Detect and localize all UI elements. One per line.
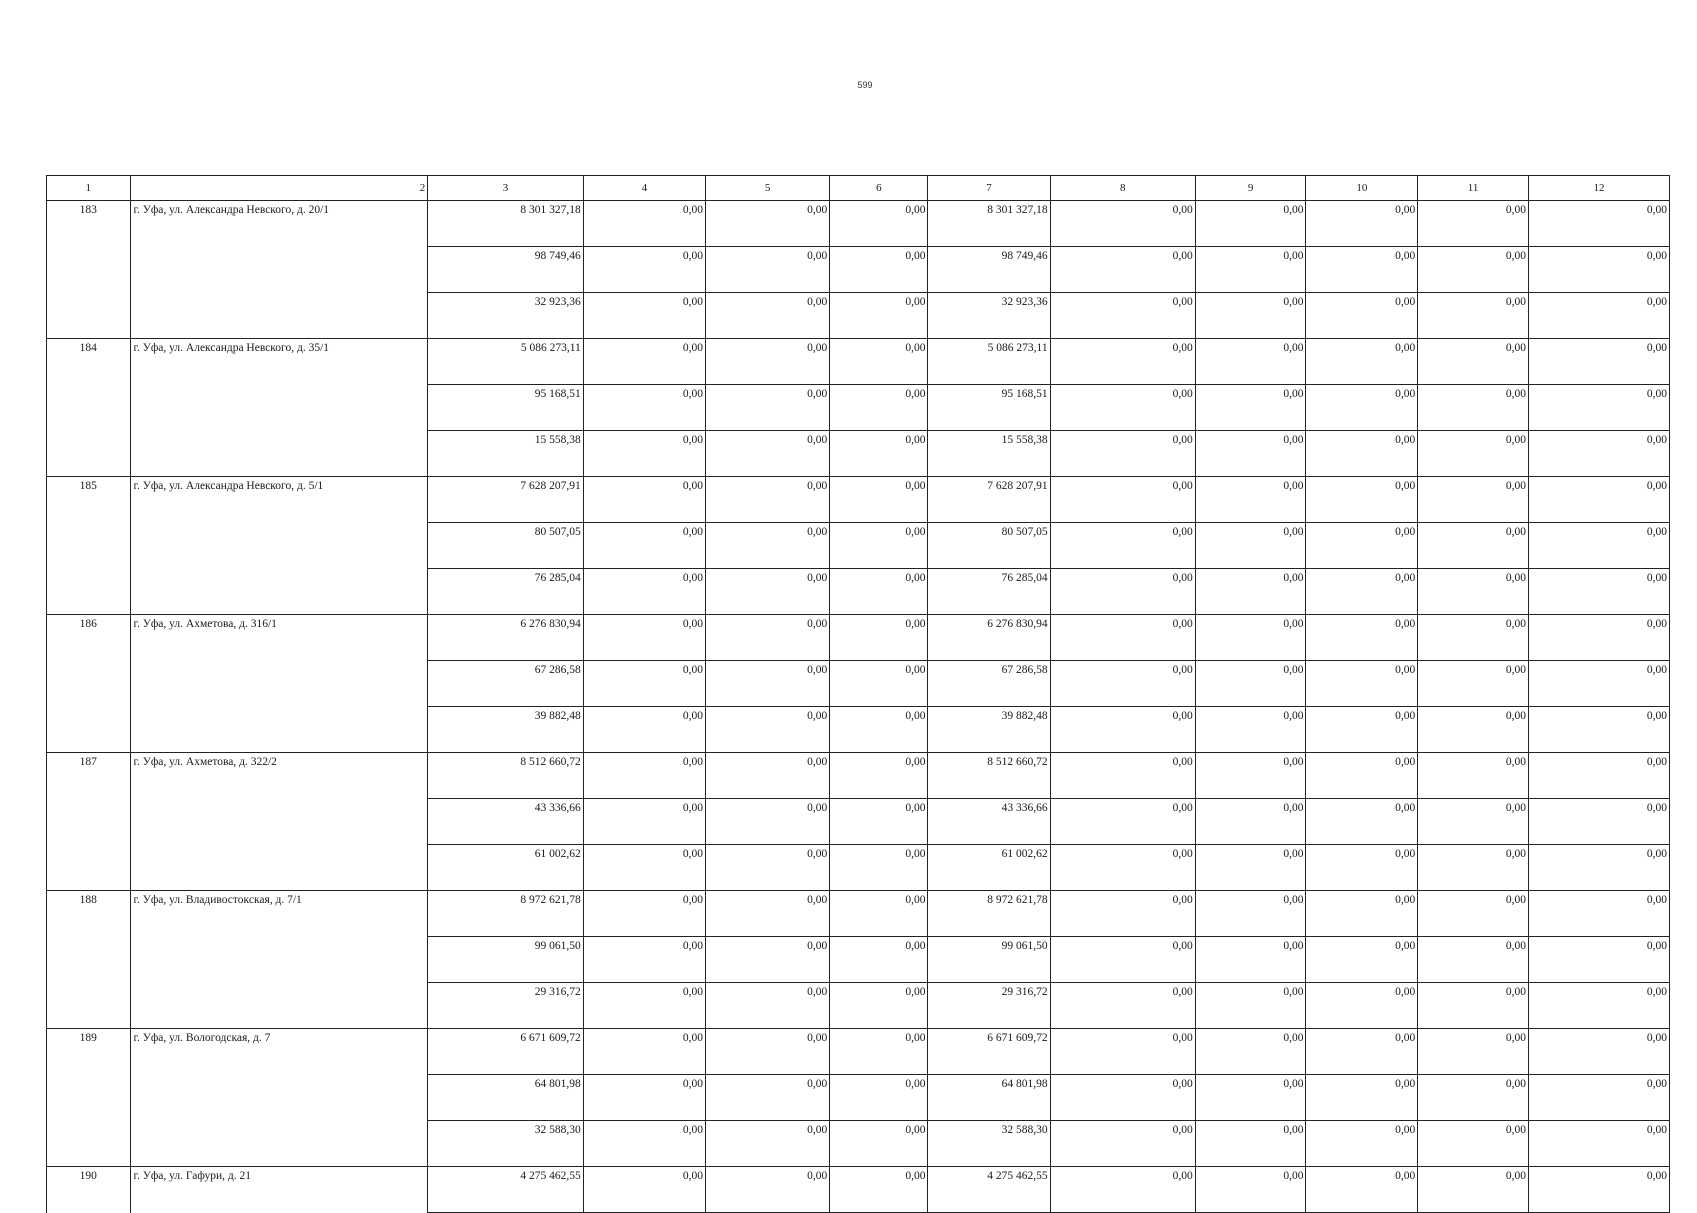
zero-cell: 0,00 — [830, 1075, 928, 1121]
amount-cell: 98 749,46 — [428, 247, 584, 293]
column-header: 2 — [130, 176, 428, 201]
amount-cell: 8 301 327,18 — [428, 201, 584, 247]
column-header: 11 — [1418, 176, 1529, 201]
zero-cell: 0,00 — [1528, 1121, 1669, 1167]
zero-cell: 0,00 — [1195, 1167, 1306, 1213]
zero-cell: 0,00 — [830, 615, 928, 661]
zero-cell: 0,00 — [1195, 661, 1306, 707]
amount-total-cell: 6 671 609,72 — [928, 1029, 1050, 1075]
amount-total-cell: 8 301 327,18 — [928, 201, 1050, 247]
amount-cell: 80 507,05 — [428, 523, 584, 569]
zero-cell: 0,00 — [705, 385, 829, 431]
zero-cell: 0,00 — [1306, 1075, 1418, 1121]
zero-cell: 0,00 — [830, 201, 928, 247]
amount-total-cell: 43 336,66 — [928, 799, 1050, 845]
zero-cell: 0,00 — [583, 201, 705, 247]
zero-cell: 0,00 — [1306, 339, 1418, 385]
amount-cell: 32 588,30 — [428, 1121, 584, 1167]
zero-cell: 0,00 — [705, 753, 829, 799]
zero-cell: 0,00 — [1418, 201, 1529, 247]
amount-total-cell: 95 168,51 — [928, 385, 1050, 431]
table-header — [47, 176, 1670, 201]
zero-cell: 0,00 — [705, 523, 829, 569]
zero-cell: 0,00 — [1306, 385, 1418, 431]
zero-cell: 0,00 — [705, 569, 829, 615]
zero-cell: 0,00 — [1418, 799, 1529, 845]
zero-cell: 0,00 — [1050, 983, 1195, 1029]
zero-cell: 0,00 — [1050, 1167, 1195, 1213]
zero-cell: 0,00 — [830, 937, 928, 983]
zero-cell: 0,00 — [583, 983, 705, 1029]
zero-cell: 0,00 — [1528, 707, 1669, 753]
zero-cell: 0,00 — [583, 1121, 705, 1167]
amount-total-cell: 29 316,72 — [928, 983, 1050, 1029]
zero-cell: 0,00 — [830, 1029, 928, 1075]
table-row — [47, 1167, 1670, 1213]
amount-total-cell: 67 286,58 — [928, 661, 1050, 707]
zero-cell: 0,00 — [830, 1121, 928, 1167]
zero-cell: 0,00 — [1195, 937, 1306, 983]
zero-cell: 0,00 — [583, 845, 705, 891]
zero-cell: 0,00 — [1306, 983, 1418, 1029]
zero-cell: 0,00 — [1195, 477, 1306, 523]
amount-total-cell: 6 276 830,94 — [928, 615, 1050, 661]
zero-cell: 0,00 — [1418, 339, 1529, 385]
address-cell: г. Уфа, ул. Ахметова, д. 322/2 — [130, 753, 428, 891]
zero-cell: 0,00 — [1528, 1167, 1669, 1213]
zero-cell: 0,00 — [1418, 1167, 1529, 1213]
zero-cell: 0,00 — [1195, 799, 1306, 845]
zero-cell: 0,00 — [1528, 385, 1669, 431]
zero-cell: 0,00 — [1418, 1121, 1529, 1167]
amount-cell: 8 512 660,72 — [428, 753, 584, 799]
zero-cell: 0,00 — [583, 385, 705, 431]
zero-cell: 0,00 — [830, 661, 928, 707]
zero-cell: 0,00 — [1306, 799, 1418, 845]
address-cell: г. Уфа, ул. Александра Невского, д. 20/1 — [130, 201, 428, 339]
row-number: 190 — [47, 1167, 131, 1213]
zero-cell: 0,00 — [1528, 523, 1669, 569]
zero-cell: 0,00 — [1528, 1029, 1669, 1075]
address-cell: г. Уфа, ул. Ахметова, д. 316/1 — [130, 615, 428, 753]
zero-cell: 0,00 — [1050, 615, 1195, 661]
amount-total-cell: 80 507,05 — [928, 523, 1050, 569]
column-header: 8 — [1050, 176, 1195, 201]
table-row — [47, 339, 1670, 385]
zero-cell: 0,00 — [1528, 753, 1669, 799]
amount-total-cell: 39 882,48 — [928, 707, 1050, 753]
amount-cell: 32 923,36 — [428, 293, 584, 339]
column-header: 4 — [583, 176, 705, 201]
zero-cell: 0,00 — [705, 1121, 829, 1167]
zero-cell: 0,00 — [1418, 707, 1529, 753]
amount-cell: 76 285,04 — [428, 569, 584, 615]
address-cell: г. Уфа, ул. Александра Невского, д. 35/1 — [130, 339, 428, 477]
zero-cell: 0,00 — [830, 845, 928, 891]
zero-cell: 0,00 — [1418, 615, 1529, 661]
zero-cell: 0,00 — [1528, 247, 1669, 293]
zero-cell: 0,00 — [1050, 1075, 1195, 1121]
row-number: 183 — [47, 201, 131, 339]
zero-cell: 0,00 — [1195, 1075, 1306, 1121]
zero-cell: 0,00 — [705, 1075, 829, 1121]
amount-total-cell: 4 275 462,55 — [928, 1167, 1050, 1213]
zero-cell: 0,00 — [1306, 891, 1418, 937]
zero-cell: 0,00 — [1528, 477, 1669, 523]
zero-cell: 0,00 — [583, 937, 705, 983]
zero-cell: 0,00 — [830, 799, 928, 845]
zero-cell: 0,00 — [583, 523, 705, 569]
amount-total-cell: 64 801,98 — [928, 1075, 1050, 1121]
zero-cell: 0,00 — [1418, 569, 1529, 615]
amount-cell: 64 801,98 — [428, 1075, 584, 1121]
zero-cell: 0,00 — [1418, 661, 1529, 707]
zero-cell: 0,00 — [1528, 891, 1669, 937]
zero-cell: 0,00 — [583, 569, 705, 615]
zero-cell: 0,00 — [1418, 1075, 1529, 1121]
column-header: 7 — [928, 176, 1050, 201]
zero-cell: 0,00 — [1050, 845, 1195, 891]
amount-total-cell: 32 588,30 — [928, 1121, 1050, 1167]
column-header: 3 — [428, 176, 584, 201]
zero-cell: 0,00 — [830, 431, 928, 477]
address-cell: г. Уфа, ул. Владивостокская, д. 7/1 — [130, 891, 428, 1029]
column-header: 6 — [830, 176, 928, 201]
zero-cell: 0,00 — [1195, 293, 1306, 339]
amount-cell: 7 628 207,91 — [428, 477, 584, 523]
zero-cell: 0,00 — [830, 891, 928, 937]
zero-cell: 0,00 — [1528, 1075, 1669, 1121]
column-header: 10 — [1306, 176, 1418, 201]
amount-total-cell: 8 512 660,72 — [928, 753, 1050, 799]
zero-cell: 0,00 — [705, 891, 829, 937]
zero-cell: 0,00 — [830, 707, 928, 753]
zero-cell: 0,00 — [1306, 845, 1418, 891]
zero-cell: 0,00 — [830, 247, 928, 293]
table-body — [47, 201, 1670, 1213]
column-header: 9 — [1195, 176, 1306, 201]
table-row — [47, 753, 1670, 799]
zero-cell: 0,00 — [830, 753, 928, 799]
zero-cell: 0,00 — [1418, 1029, 1529, 1075]
zero-cell: 0,00 — [1195, 983, 1306, 1029]
address-cell: г. Уфа, ул. Вологодская, д. 7 — [130, 1029, 428, 1167]
zero-cell: 0,00 — [1528, 937, 1669, 983]
zero-cell: 0,00 — [1050, 707, 1195, 753]
amount-total-cell: 61 002,62 — [928, 845, 1050, 891]
amount-cell: 95 168,51 — [428, 385, 584, 431]
zero-cell: 0,00 — [1050, 753, 1195, 799]
zero-cell: 0,00 — [583, 339, 705, 385]
zero-cell: 0,00 — [1418, 523, 1529, 569]
zero-cell: 0,00 — [1306, 707, 1418, 753]
zero-cell: 0,00 — [1528, 983, 1669, 1029]
row-number: 188 — [47, 891, 131, 1029]
zero-cell: 0,00 — [1528, 569, 1669, 615]
zero-cell: 0,00 — [1306, 569, 1418, 615]
zero-cell: 0,00 — [705, 201, 829, 247]
zero-cell: 0,00 — [1050, 891, 1195, 937]
zero-cell: 0,00 — [1195, 569, 1306, 615]
zero-cell: 0,00 — [1528, 339, 1669, 385]
zero-cell: 0,00 — [1050, 569, 1195, 615]
zero-cell: 0,00 — [1195, 523, 1306, 569]
zero-cell: 0,00 — [830, 569, 928, 615]
zero-cell: 0,00 — [583, 293, 705, 339]
zero-cell: 0,00 — [1195, 1121, 1306, 1167]
zero-cell: 0,00 — [1195, 753, 1306, 799]
zero-cell: 0,00 — [705, 845, 829, 891]
zero-cell: 0,00 — [1050, 339, 1195, 385]
header-row — [47, 176, 1670, 201]
zero-cell: 0,00 — [1050, 431, 1195, 477]
zero-cell: 0,00 — [1195, 1029, 1306, 1075]
zero-cell: 0,00 — [705, 1029, 829, 1075]
zero-cell: 0,00 — [830, 523, 928, 569]
zero-cell: 0,00 — [830, 477, 928, 523]
amount-total-cell: 15 558,38 — [928, 431, 1050, 477]
zero-cell: 0,00 — [1306, 293, 1418, 339]
zero-cell: 0,00 — [1050, 385, 1195, 431]
zero-cell: 0,00 — [830, 385, 928, 431]
data-table — [46, 175, 1670, 1213]
zero-cell: 0,00 — [705, 431, 829, 477]
zero-cell: 0,00 — [1306, 661, 1418, 707]
table-row — [47, 201, 1670, 247]
amount-total-cell: 76 285,04 — [928, 569, 1050, 615]
zero-cell: 0,00 — [1050, 937, 1195, 983]
zero-cell: 0,00 — [1050, 1121, 1195, 1167]
zero-cell: 0,00 — [1418, 431, 1529, 477]
zero-cell: 0,00 — [1306, 615, 1418, 661]
zero-cell: 0,00 — [1418, 937, 1529, 983]
zero-cell: 0,00 — [1418, 891, 1529, 937]
zero-cell: 0,00 — [1418, 983, 1529, 1029]
zero-cell: 0,00 — [1050, 523, 1195, 569]
zero-cell: 0,00 — [1418, 385, 1529, 431]
row-number: 189 — [47, 1029, 131, 1167]
zero-cell: 0,00 — [1528, 201, 1669, 247]
zero-cell: 0,00 — [1050, 293, 1195, 339]
zero-cell: 0,00 — [1306, 523, 1418, 569]
table-row — [47, 615, 1670, 661]
amount-cell: 43 336,66 — [428, 799, 584, 845]
amount-total-cell: 8 972 621,78 — [928, 891, 1050, 937]
zero-cell: 0,00 — [583, 799, 705, 845]
zero-cell: 0,00 — [705, 707, 829, 753]
zero-cell: 0,00 — [1306, 1029, 1418, 1075]
zero-cell: 0,00 — [1528, 661, 1669, 707]
zero-cell: 0,00 — [705, 477, 829, 523]
amount-cell: 99 061,50 — [428, 937, 584, 983]
zero-cell: 0,00 — [705, 339, 829, 385]
zero-cell: 0,00 — [1418, 753, 1529, 799]
zero-cell: 0,00 — [1528, 431, 1669, 477]
zero-cell: 0,00 — [1306, 937, 1418, 983]
amount-total-cell: 7 628 207,91 — [928, 477, 1050, 523]
amount-total-cell: 98 749,46 — [928, 247, 1050, 293]
zero-cell: 0,00 — [1306, 1167, 1418, 1213]
amount-cell: 6 276 830,94 — [428, 615, 584, 661]
zero-cell: 0,00 — [1418, 293, 1529, 339]
zero-cell: 0,00 — [1528, 615, 1669, 661]
zero-cell: 0,00 — [705, 983, 829, 1029]
zero-cell: 0,00 — [1050, 477, 1195, 523]
zero-cell: 0,00 — [1195, 339, 1306, 385]
zero-cell: 0,00 — [1050, 201, 1195, 247]
zero-cell: 0,00 — [830, 339, 928, 385]
zero-cell: 0,00 — [1528, 799, 1669, 845]
amount-cell: 29 316,72 — [428, 983, 584, 1029]
zero-cell: 0,00 — [1195, 615, 1306, 661]
zero-cell: 0,00 — [1050, 1029, 1195, 1075]
zero-cell: 0,00 — [1050, 661, 1195, 707]
zero-cell: 0,00 — [1195, 891, 1306, 937]
amount-total-cell: 32 923,36 — [928, 293, 1050, 339]
zero-cell: 0,00 — [830, 1167, 928, 1213]
zero-cell: 0,00 — [1306, 247, 1418, 293]
table-row — [47, 477, 1670, 523]
zero-cell: 0,00 — [1306, 431, 1418, 477]
zero-cell: 0,00 — [1050, 799, 1195, 845]
zero-cell: 0,00 — [1195, 385, 1306, 431]
zero-cell: 0,00 — [583, 615, 705, 661]
amount-cell: 61 002,62 — [428, 845, 584, 891]
amount-cell: 5 086 273,11 — [428, 339, 584, 385]
row-number: 184 — [47, 339, 131, 477]
zero-cell: 0,00 — [1418, 247, 1529, 293]
page-number: 599 — [857, 80, 873, 90]
zero-cell: 0,00 — [1195, 431, 1306, 477]
zero-cell: 0,00 — [583, 661, 705, 707]
zero-cell: 0,00 — [1306, 753, 1418, 799]
amount-cell: 67 286,58 — [428, 661, 584, 707]
table-row — [47, 891, 1670, 937]
zero-cell: 0,00 — [1306, 1121, 1418, 1167]
zero-cell: 0,00 — [1306, 201, 1418, 247]
zero-cell: 0,00 — [583, 707, 705, 753]
zero-cell: 0,00 — [1195, 845, 1306, 891]
zero-cell: 0,00 — [583, 247, 705, 293]
zero-cell: 0,00 — [705, 799, 829, 845]
amount-cell: 39 882,48 — [428, 707, 584, 753]
zero-cell: 0,00 — [705, 615, 829, 661]
zero-cell: 0,00 — [1195, 707, 1306, 753]
table-row — [47, 1029, 1670, 1075]
zero-cell: 0,00 — [583, 891, 705, 937]
address-cell: г. Уфа, ул. Гафури, д. 21 — [130, 1167, 428, 1213]
zero-cell: 0,00 — [705, 937, 829, 983]
zero-cell: 0,00 — [583, 431, 705, 477]
zero-cell: 0,00 — [583, 753, 705, 799]
zero-cell: 0,00 — [830, 983, 928, 1029]
zero-cell: 0,00 — [1418, 845, 1529, 891]
zero-cell: 0,00 — [583, 1029, 705, 1075]
zero-cell: 0,00 — [1195, 201, 1306, 247]
zero-cell: 0,00 — [1306, 477, 1418, 523]
zero-cell: 0,00 — [1528, 845, 1669, 891]
zero-cell: 0,00 — [705, 293, 829, 339]
zero-cell: 0,00 — [1418, 477, 1529, 523]
column-header: 12 — [1528, 176, 1669, 201]
column-header: 1 — [47, 176, 131, 201]
amount-cell: 8 972 621,78 — [428, 891, 584, 937]
zero-cell: 0,00 — [705, 661, 829, 707]
zero-cell: 0,00 — [830, 293, 928, 339]
zero-cell: 0,00 — [1528, 293, 1669, 339]
row-number: 186 — [47, 615, 131, 753]
row-number: 185 — [47, 477, 131, 615]
zero-cell: 0,00 — [583, 1167, 705, 1213]
zero-cell: 0,00 — [1195, 247, 1306, 293]
zero-cell: 0,00 — [583, 1075, 705, 1121]
amount-cell: 4 275 462,55 — [428, 1167, 584, 1213]
amount-cell: 15 558,38 — [428, 431, 584, 477]
zero-cell: 0,00 — [583, 477, 705, 523]
zero-cell: 0,00 — [705, 247, 829, 293]
amount-cell: 6 671 609,72 — [428, 1029, 584, 1075]
amount-total-cell: 99 061,50 — [928, 937, 1050, 983]
address-cell: г. Уфа, ул. Александра Невского, д. 5/1 — [130, 477, 428, 615]
zero-cell: 0,00 — [705, 1167, 829, 1213]
row-number: 187 — [47, 753, 131, 891]
amount-total-cell: 5 086 273,11 — [928, 339, 1050, 385]
zero-cell: 0,00 — [1050, 247, 1195, 293]
column-header: 5 — [705, 176, 829, 201]
